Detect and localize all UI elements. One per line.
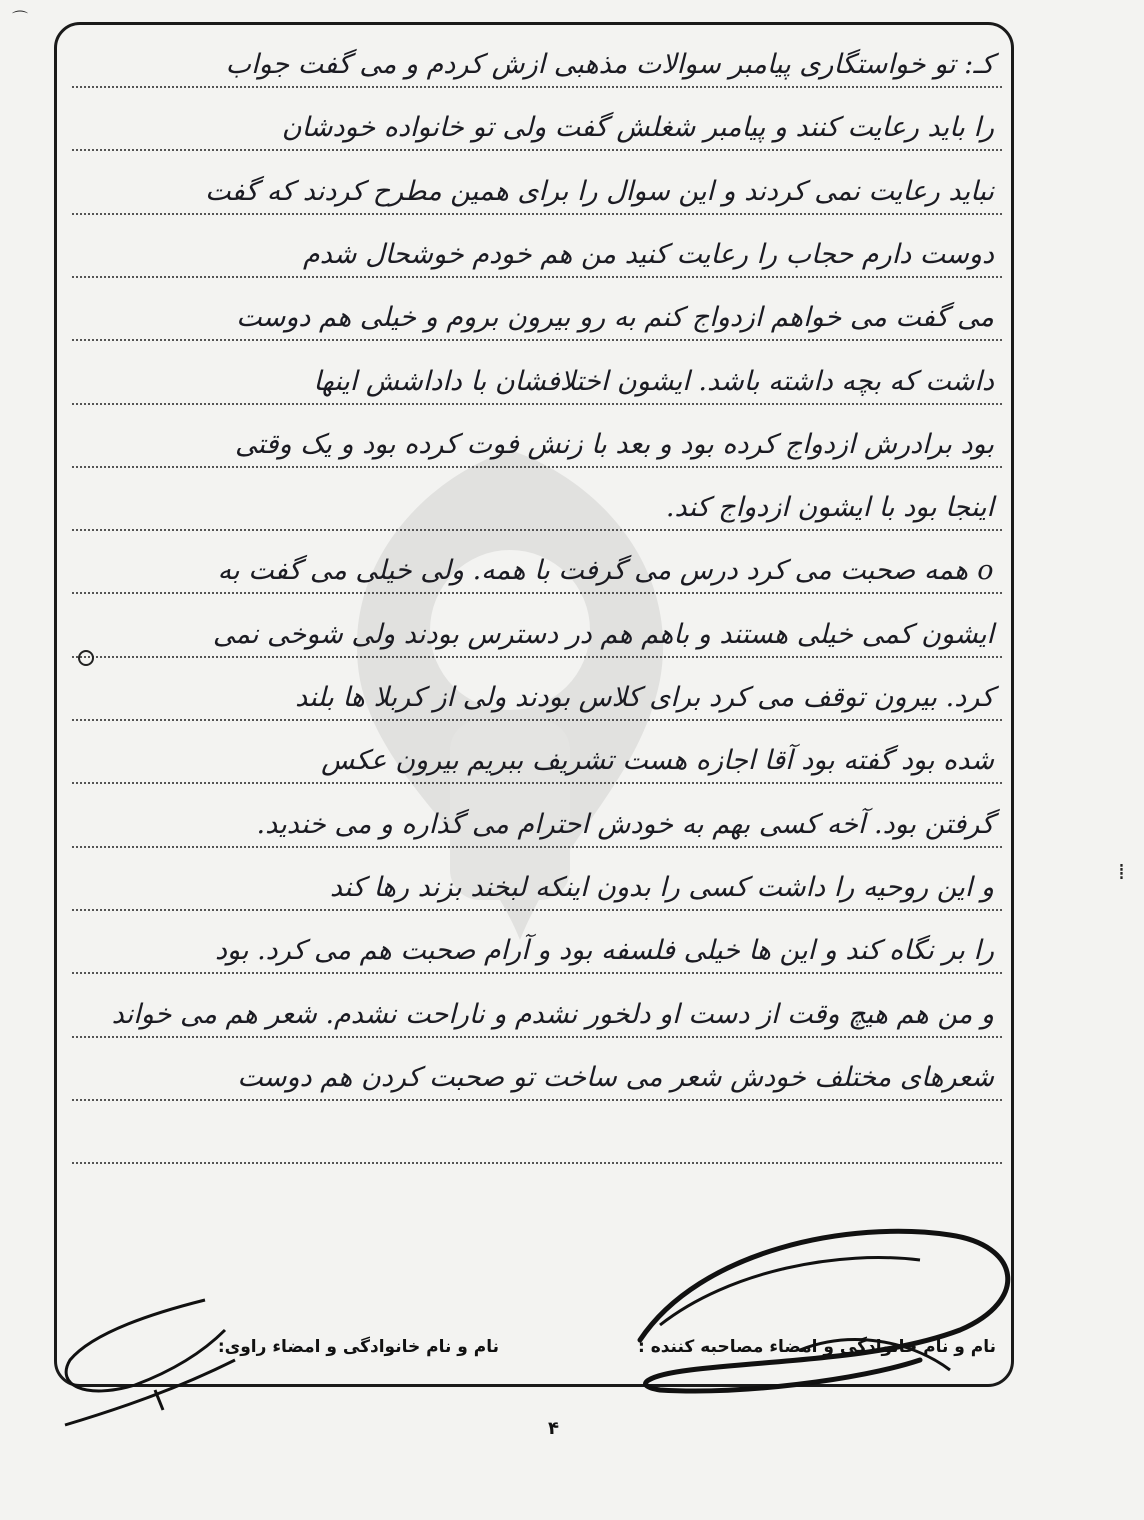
handwritten-text-line: بود برادرش ازدواج کرده بود و بعد با زنش فوت کرده بود و یک وقتی: [235, 428, 994, 460]
handwritten-text-line: کرد. بیرون توقف می کرد برای کلاس بودند ولی از کربلا ها بلند: [295, 682, 994, 713]
handwritten-text-line: o همه صحبت می کرد درس می گرفت با همه. ولی خیلی می گفت به: [217, 555, 994, 587]
ruled-line: [72, 802, 1002, 848]
ruled-line: [72, 232, 1002, 278]
handwritten-text-line: اینجا بود با ایشون ازدواج کند.: [665, 492, 994, 524]
corner-scan-mark-top-left: ⌒: [12, 9, 29, 28]
ruled-line: [72, 738, 1002, 784]
handwritten-text-line: شعرهای مختلف خودش شعر می ساخت تو صحبت کردن هم دوست: [237, 1061, 994, 1093]
ruled-line: [72, 865, 1002, 911]
ruled-line: [72, 1118, 1002, 1164]
handwritten-text-line: ایشون کمی خیلی هستند و باهم هم در دسترس بودند ولی شوخی نمی: [212, 618, 994, 650]
handwritten-text-line: شده بود گفته بود آقا اجازه هست تشریف ببریم بیرون عکس: [321, 745, 994, 777]
narrator-signature-label: نام و نام خانوادگی و امضاء راوی:: [217, 1337, 499, 1357]
ruled-line: [72, 992, 1002, 1038]
handwritten-text-line: و من هم هیچ وقت از دست او دلخور نشدم و ناراحت نشدم. شعر هم می خواند: [111, 998, 994, 1030]
ruled-line: [72, 612, 1002, 658]
handwritten-text-line: داشت که بچه داشته باشد. ایشون اختلافشان با داداشش اینها: [313, 365, 994, 397]
ruled-line: [72, 359, 1002, 405]
ruled-line: [72, 485, 1002, 531]
ruled-line: [72, 422, 1002, 468]
narrator-signature-scribble: [55, 1290, 255, 1440]
handwritten-text-line: را باید رعایت کنند و پیامبر شغلش گفت ولی تو خانواده خودشان: [281, 112, 994, 144]
paragraph-bullet-icon: [78, 650, 94, 666]
handwritten-text-line: می گفت می خواهم ازدواج کنم به رو بیرون بروم و خیلی هم دوست: [236, 302, 994, 334]
handwritten-text-line: نباید رعایت نمی کردند و این سوال را برای همین مطرح کردند که گفت: [205, 175, 994, 207]
handwritten-text-line: گرفتن بود. آخه کسی بهم به خودش احترام می گذاره و می خندید.: [256, 808, 994, 840]
ruled-line: [72, 675, 1002, 721]
ruled-line: [72, 105, 1002, 151]
ruled-line: [72, 928, 1002, 974]
handwritten-text-line: دوست دارم حجاب را رعایت کنید من هم خودم خوشحال شدم: [303, 238, 994, 270]
ruled-line: [72, 42, 1002, 88]
handwritten-text-line: و این روحیه را داشت کسی را بدون اینکه لبخند بزند رها کند: [329, 871, 994, 903]
page-number: ۴: [548, 1418, 559, 1439]
edge-punch-mark-right: ⁞: [1118, 860, 1125, 885]
handwritten-text-line: را بر نگاه کند و این ها خیلی فلسفه بود و آرام صحبت هم می کرد. بود: [215, 935, 994, 967]
ruled-line: [72, 169, 1002, 215]
interviewer-signature-scribble: [620, 1210, 1040, 1400]
handwritten-text-line: کـ: تو خواستگاری پیامبر سوالات مذهبی ازش کردم و می گفت جواب: [225, 49, 994, 80]
ruled-line: [72, 295, 1002, 341]
ruled-line: [72, 548, 1002, 594]
interviewer-signature-label: نام و نام خانوادگی و امضاء مصاحبه کننده :: [637, 1337, 996, 1357]
ruled-line: [72, 1055, 1002, 1101]
